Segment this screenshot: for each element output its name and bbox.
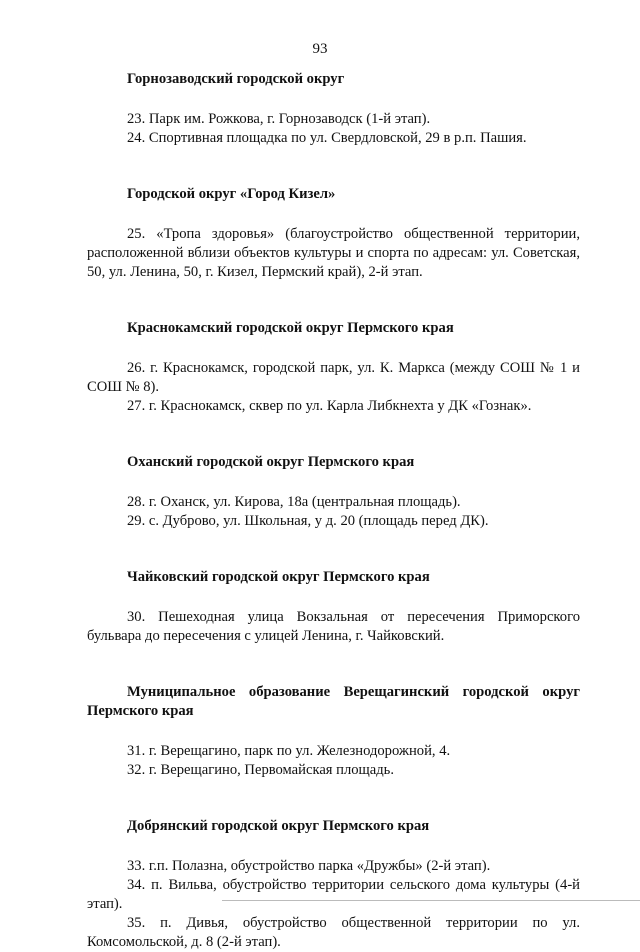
list-item: 24. Спортивная площадка по ул. Свердловской, 29 в р.п. Пашия. bbox=[127, 130, 527, 146]
section-chaikovsky bbox=[87, 568, 580, 646]
section-vereshchagino bbox=[87, 683, 580, 780]
section-okhansk bbox=[87, 453, 580, 531]
section-heading: Краснокамский городской округ Пермского края bbox=[127, 320, 454, 336]
section-krasnokamsk bbox=[87, 319, 580, 416]
list-item: 27. г. Краснокамск, сквер по ул. Карла Либкнехта у ДК «Гознак». bbox=[127, 398, 532, 414]
section-kizel bbox=[87, 185, 580, 282]
section-gornozavodsk bbox=[87, 70, 580, 148]
list-item: 35. п. Дивья, обустройство общественной территории по ул. Комсомольской, д. 8 (2-й этап). bbox=[87, 915, 580, 950]
list-item: 25. «Тропа здоровья» (благоустройство общественной территории, расположенной вблизи объектов культуры и спорта по адресам: ул. Советская, 50, ул. Ленина, 50, г. Кизел, Пермский край), 2-й этап. bbox=[87, 226, 580, 280]
page-edge-divider bbox=[222, 900, 640, 901]
list-item: 29. с. Дуброво, ул. Школьная, у д. 20 (площадь перед ДК). bbox=[127, 513, 489, 529]
list-item: 33. г.п. Полазна, обустройство парка «Дружбы» (2-й этап). bbox=[127, 858, 491, 874]
section-dobryanka bbox=[87, 817, 580, 952]
list-item: 32. г. Верещагино, Первомайская площадь. bbox=[127, 762, 394, 778]
page-number: 93 bbox=[312, 41, 328, 57]
section-heading: Городской округ «Город Кизел» bbox=[127, 186, 336, 202]
section-heading: Муниципальное образование Верещагинский городской округ Пермского края bbox=[87, 684, 580, 719]
list-item: 31. г. Верещагино, парк по ул. Железнодорожной, 4. bbox=[127, 743, 451, 759]
list-item: 30. Пешеходная улица Вокзальная от пересечения Приморского бульвара до пересечения с улицей Ленина, г. Чайковский. bbox=[87, 609, 580, 644]
list-item: 28. г. Оханск, ул. Кирова, 18а (центральная площадь). bbox=[127, 494, 461, 510]
list-item: 26. г. Краснокамск, городской парк, ул. К. Маркса (между СОШ № 1 и СОШ № 8). bbox=[87, 360, 580, 395]
document-body bbox=[87, 70, 580, 952]
section-heading: Чайковский городской округ Пермского края bbox=[127, 569, 430, 585]
section-heading: Добрянский городской округ Пермского края bbox=[127, 818, 430, 834]
list-item: 23. Парк им. Рожкова, г. Горнозаводск (1-й этап). bbox=[127, 111, 431, 127]
section-heading: Горнозаводский городской округ bbox=[127, 71, 345, 87]
list-item: 34. п. Вильва, обустройство территории сельского дома культуры (4-й этап). bbox=[87, 877, 580, 912]
section-heading: Оханский городской округ Пермского края bbox=[127, 454, 415, 470]
